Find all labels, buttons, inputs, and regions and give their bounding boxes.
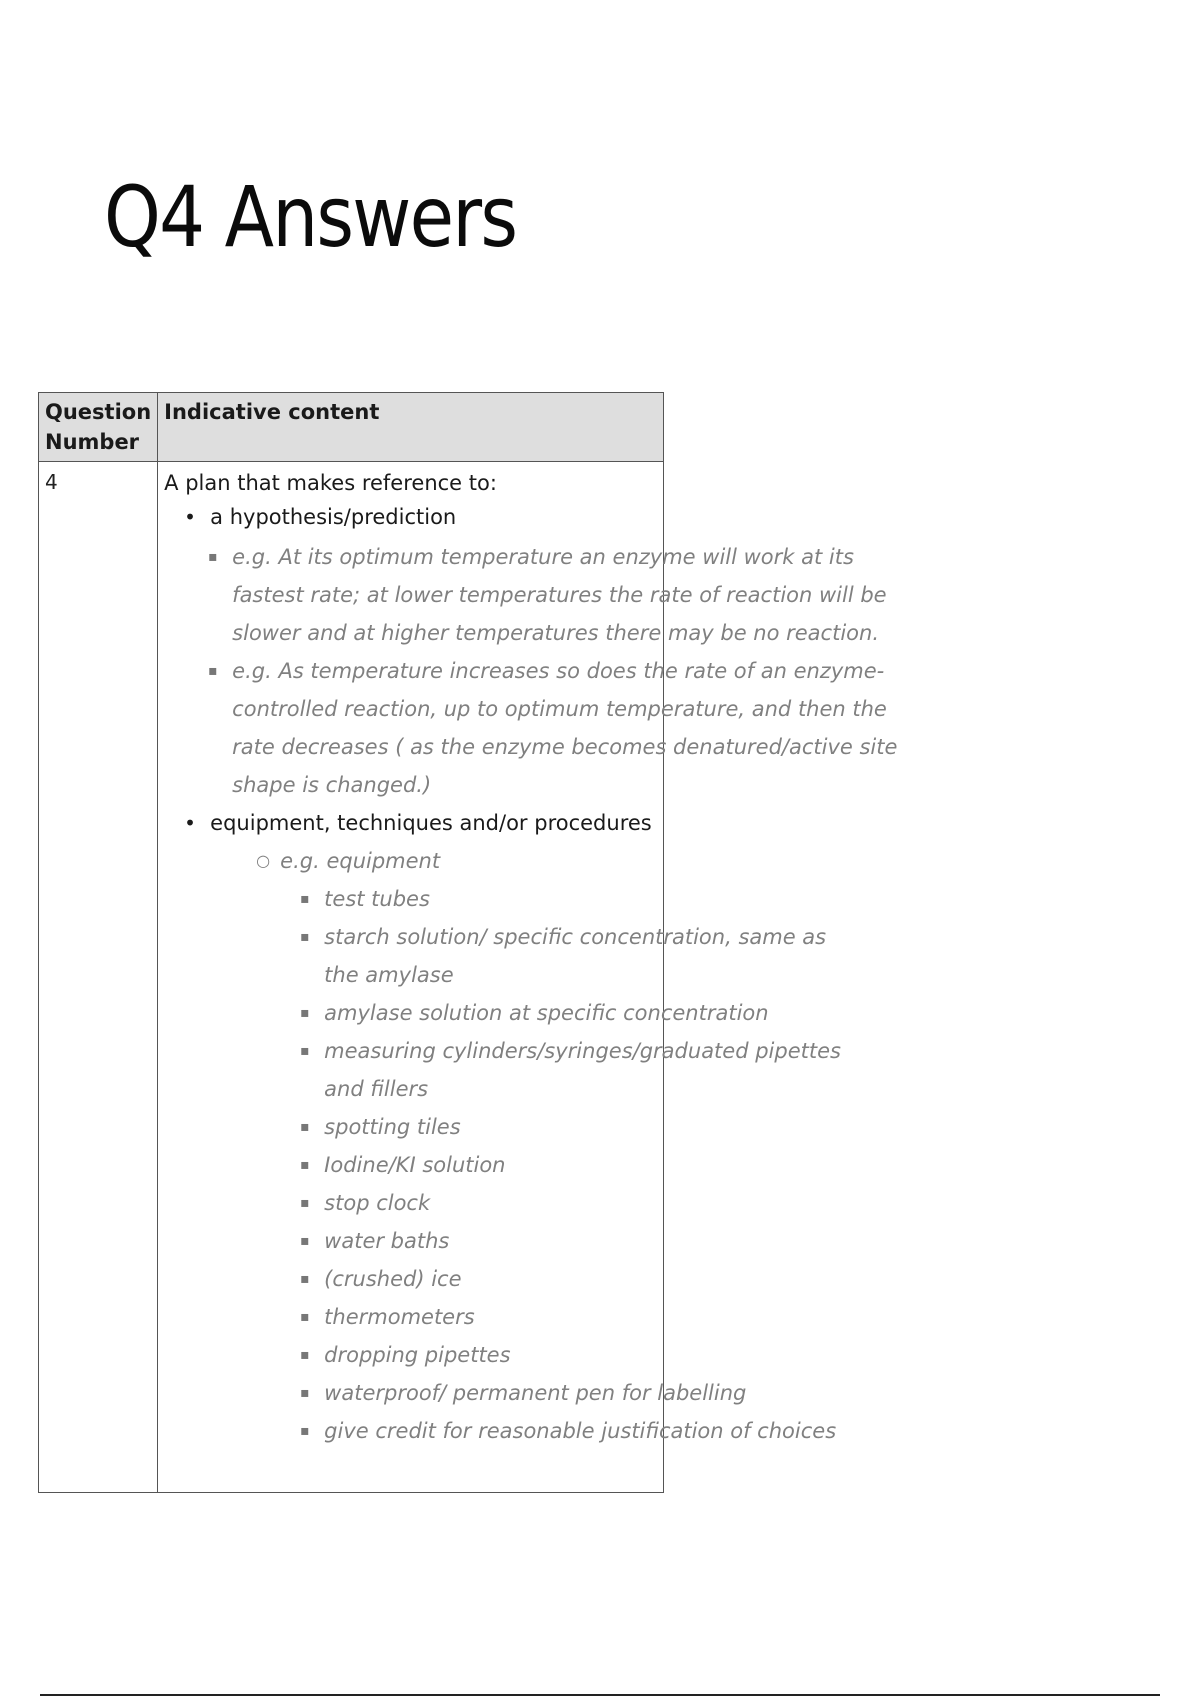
list-item-text: waterproof/ permanent pen for labelling bbox=[324, 1381, 747, 1405]
small-bullet-icon: ▪ bbox=[300, 1423, 310, 1439]
small-bullet-icon: ▪ bbox=[300, 1347, 310, 1363]
indicative-content-cell bbox=[158, 462, 898, 1493]
small-bullet-icon: ▪ bbox=[300, 891, 310, 907]
bullet-icon: • bbox=[184, 811, 196, 835]
small-bullet-icon: ▪ bbox=[300, 1233, 310, 1249]
small-bullet-icon: ▪ bbox=[300, 1271, 310, 1287]
header-indicative-content: Indicative content bbox=[158, 393, 664, 462]
example-line: slower and at higher temperatures there may be no reaction. bbox=[232, 621, 879, 645]
hypothesis-heading: a hypothesis/prediction bbox=[210, 505, 457, 529]
small-bullet-icon: ▪ bbox=[300, 1043, 310, 1059]
list-item-text: stop clock bbox=[324, 1191, 431, 1215]
small-bullet-icon: ▪ bbox=[300, 929, 310, 945]
header-question-number: Question Number bbox=[39, 393, 158, 462]
page-title: Q4 Answers bbox=[104, 168, 517, 266]
list-item-text: dropping pipettes bbox=[324, 1343, 511, 1367]
small-bullet-icon: ▪ bbox=[300, 1157, 310, 1173]
list-item-text: (crushed) ice bbox=[324, 1267, 462, 1291]
equipment-heading: equipment, techniques and/or procedures bbox=[210, 811, 652, 835]
example-line: controlled reaction, up to optimum temperature, and then the bbox=[232, 697, 887, 721]
intro-text: A plan that makes reference to: bbox=[164, 471, 497, 495]
list-item-text: water baths bbox=[324, 1229, 450, 1253]
example-line: fastest rate; at lower temperatures the rate of reaction will be bbox=[232, 583, 887, 607]
example-line: rate decreases ( as the enzyme becomes denatured/active site bbox=[232, 735, 898, 759]
example-line: e.g. As temperature increases so does the rate of an enzyme- bbox=[232, 659, 885, 683]
mark-scheme-table bbox=[38, 392, 898, 1493]
equipment-sub-heading: e.g. equipment bbox=[280, 849, 441, 873]
list-item-text: spotting tiles bbox=[324, 1115, 461, 1139]
bullet-icon: • bbox=[184, 505, 196, 529]
footer-divider bbox=[40, 1694, 1160, 1696]
small-bullet-icon: ▪ bbox=[300, 1385, 310, 1401]
hollow-circle-icon: ○ bbox=[256, 851, 271, 870]
table-header-row bbox=[39, 393, 664, 462]
small-bullet-icon: ▪ bbox=[300, 1005, 310, 1021]
small-bullet-icon: ▪ bbox=[208, 549, 218, 565]
list-item-text: thermometers bbox=[324, 1305, 475, 1329]
list-item-text: Iodine/KI solution bbox=[324, 1153, 506, 1177]
small-bullet-icon: ▪ bbox=[300, 1309, 310, 1325]
list-item-text: and fillers bbox=[324, 1077, 429, 1101]
list-item-text: measuring cylinders/syringes/graduated pipettes bbox=[324, 1039, 841, 1063]
list-item-text: give credit for reasonable justification of choices bbox=[324, 1419, 837, 1443]
example-line: e.g. At its optimum temperature an enzyme will work at its bbox=[232, 545, 854, 569]
small-bullet-icon: ▪ bbox=[208, 663, 218, 679]
content-list bbox=[158, 462, 898, 1492]
list-item-text: amylase solution at specific concentration bbox=[324, 1001, 769, 1025]
list-item-text: test tubes bbox=[324, 887, 430, 911]
question-number-cell: 4 bbox=[39, 462, 158, 1493]
list-item-text: the amylase bbox=[324, 963, 454, 987]
list-item-text: starch solution/ specific concentration, same as bbox=[324, 925, 827, 949]
table-row bbox=[39, 462, 664, 1493]
example-line: shape is changed.) bbox=[232, 773, 432, 797]
small-bullet-icon: ▪ bbox=[300, 1195, 310, 1211]
small-bullet-icon: ▪ bbox=[300, 1119, 310, 1135]
